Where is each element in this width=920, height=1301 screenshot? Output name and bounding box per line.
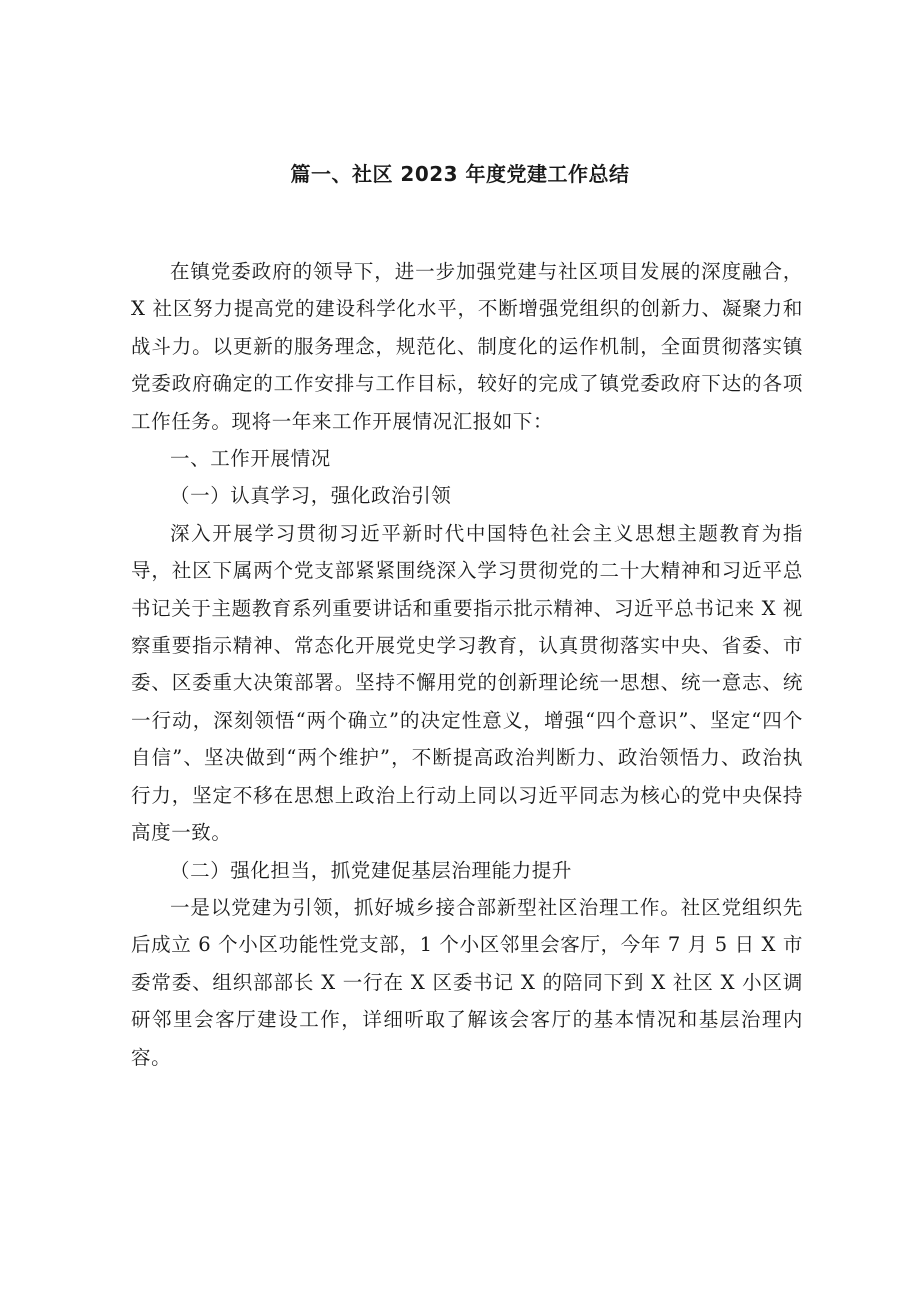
governance-paragraph: 一是以党建为引领，抓好城乡接合部新型社区治理工作。社区党组织先后成立 6 个小区功能性党支部，1 个小区邻里会客厅，今年 7 月 5 日 X 市委常委、组织部部长 X 一行在 X 区委书记 X 的陪同下到 X 社区 X 小区调研邻里会客厅建设工作，详细听取了解该会客厅的基本情况和基层治理内容。 xyxy=(131,895,803,1069)
intro-paragraph: 在镇党委政府的领导下，进一步加强党建与社区项目发展的深度融合，X 社区努力提高党的建设科学化水平，不断增强党组织的创新力、凝聚力和战斗力。以更新的服务理念，规范化、制度化的运作机制，全面贯彻落实镇党委政府确定的工作安排与工作目标，较好的完成了镇党委政府下达的各项工作任务。现将一年来工作开展情况汇报如下： xyxy=(131,260,803,433)
document-body xyxy=(131,253,803,1076)
subsection-heading-study: （一）认真学习，强化政治引领 xyxy=(170,484,452,508)
document-title: 篇一、社区 2023 年度党建工作总结 xyxy=(290,162,630,186)
study-paragraph: 深入开展学习贯彻习近平新时代中国特色社会主义思想主题教育为指导，社区下属两个党支部紧紧围绕深入学习贯彻党的二十大精神和习近平总书记关于主题教育系列重要讲话和重要指示批示精神、习近平总书记来 X 视察重要指示精神、常态化开展党史学习教育，认真贯彻落实中央、省委、市委、区委重大决策部署。坚持不懈用党的创新理论统一思想、统一意志、统一行动，深刻领悟“两个确立”的决定性意义，增强“四个意识”、坚定“四个自信”、坚决做到“两个维护”，不断提高政治判断力、政治领悟力、政治执行力，坚定不移在思想上政治上行动上同以习近平同志为核心的党中央保持高度一致。 xyxy=(131,521,803,845)
section-heading-work-progress: 一、工作开展情况 xyxy=(170,447,331,471)
subsection-heading-governance: （二）强化担当，抓党建促基层治理能力提升 xyxy=(170,858,573,882)
